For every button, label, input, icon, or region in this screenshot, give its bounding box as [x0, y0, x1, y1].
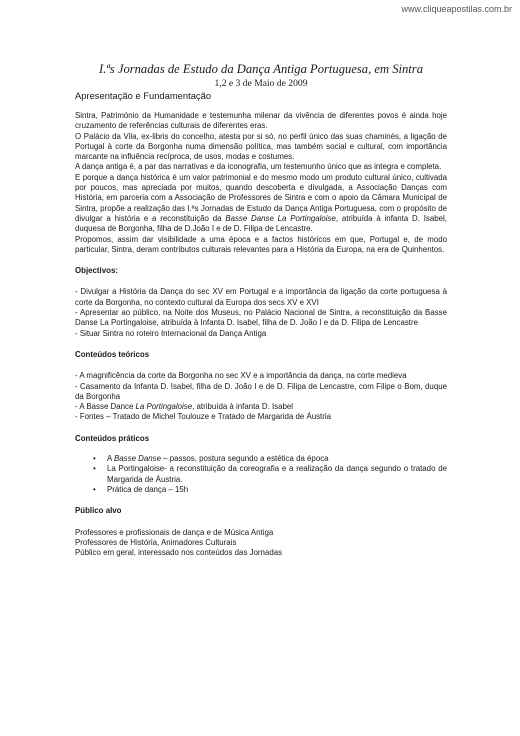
- watermark: www.cliqueapostilas.com.br: [401, 4, 512, 14]
- praticos-heading: Conteúdos práticos: [75, 433, 150, 443]
- list-item: Professores e profissionais de dança e de Música Antiga: [75, 527, 274, 537]
- list-item: [93, 454, 447, 464]
- text-run: , atribuída à infanta D. Isabel, duquesa de Borgonha, filha de D.João I e de D. Filipa de Lencastre.: [75, 213, 447, 234]
- intro-paragraph: Propomos, assim dar visibilidade a uma época e a factos históricos em que, Portugal e, de modo particular, Sintra, deram contributos culturais relevantes para a História da Europa, na era de Quinhentos.: [75, 234, 447, 254]
- list-item: - A magnificência da corte da Borgonha no sec XV e a importância da dança, na corte medieva: [75, 371, 407, 381]
- intro-paragraph: A dança antiga é, a par das narrativas e da iconografia, um testemunho único que as integra e completa.: [75, 162, 442, 172]
- text-run: , atribuída à infanta D. Isabel: [192, 402, 294, 412]
- event-date: 1,2 e 3 de Maio de 2009: [214, 78, 308, 89]
- praticos-list: [75, 454, 447, 495]
- list-item: Público em geral, interessado nos conteúdos das Jornadas: [75, 548, 283, 558]
- objectivos-list: [75, 287, 447, 338]
- italic-text: Basse Danse: [114, 454, 161, 464]
- document-page: [75, 62, 447, 558]
- text-run: E porque a dança histórica é um valor patrimonial e do mesmo modo um produto cultural único, cultivada por poucos, mas apreciada por muitos, quando descoberta e divulgada, a Associação Danças com História, em parceria com a Associação de Professores de Sintra e com o apoio da Câmara Municipal de Sintra, propõe a realização das I.ªs Jornadas de Estudo da Dança Antiga Portuguesa, com o propósito de divulgar a história e a reconstituição da: [75, 172, 447, 223]
- intro-paragraph: O Palácio da Vila, ex-libris do concelho, atesta por si só, no perfil único das suas chaminés, a ligação de Portugal à corte da Borgonha numa dimensão política, mas também social e cultural, com importância marcante na influência recíproca, de usos, modas e costumes.: [75, 131, 447, 162]
- list-item: - Casamento da Infanta D. Isabel, filha de D. João I e de D. Filipa de Lencastre, com Filipe o Bom, duque da Borgonha: [75, 381, 447, 401]
- text-run: - A Basse Dance: [75, 402, 136, 412]
- text-run: A: [107, 454, 115, 464]
- teoricos-heading: Conteúdos teóricos: [75, 349, 150, 359]
- list-item: • Prática de dança – 15h: [93, 485, 447, 495]
- intro-section: [75, 111, 447, 255]
- list-item: - Fontes – Tratado de Michel Toulouze e Tratado de Margarida de Áustria: [75, 412, 332, 422]
- teoricos-list: [75, 371, 447, 422]
- publico-heading: Público alvo: [75, 506, 122, 516]
- list-item: - Apresentar ao público, na Noite dos Museus, no Palácio Nacional de Sintra, a reconstituição da Basse Danse La Portingaloise, atribuída à Infanta D. Isabel, filha de D. João I e da D. Filipa de Lencastre: [75, 308, 447, 328]
- list-item: • La Portingaloise- a reconstituição da coreografia e a realização da dança segundo o tratado de Margarida de Áustria.: [93, 464, 447, 485]
- section-subtitle: Apresentação e Fundamentação: [75, 90, 212, 101]
- intro-paragraph: [75, 173, 447, 235]
- publico-list: [75, 528, 447, 559]
- list-item: - Situar Sintra no roteiro Internacional da Dança Antiga: [75, 328, 267, 338]
- list-item: Professores de História, Animadores Culturais: [75, 537, 237, 547]
- intro-paragraph: Sintra, Património da Humanidade e testemunha milenar da vivência de diferentes povos é ainda hoje cruzamento de referências culturais de diferentes eras.: [75, 111, 447, 131]
- text-run: – passos, postura segundo a estética da época: [160, 454, 329, 464]
- italic-text: La Portingaloise: [135, 402, 193, 412]
- document-title: I.ªs Jornadas de Estudo da Dança Antiga Portuguesa, em Sintra: [98, 62, 423, 76]
- italic-text: Basse Danse La Portingaloise: [225, 213, 336, 223]
- list-item: - Divulgar a História da Dança do sec XV em Portugal e a importância da ligação da corte portuguesa à corte da Borgonha, no contexto cultural da Europa dos secs XV e XVI: [75, 287, 447, 307]
- objectivos-heading: Objectivos:: [75, 266, 118, 276]
- list-item: [75, 402, 447, 412]
